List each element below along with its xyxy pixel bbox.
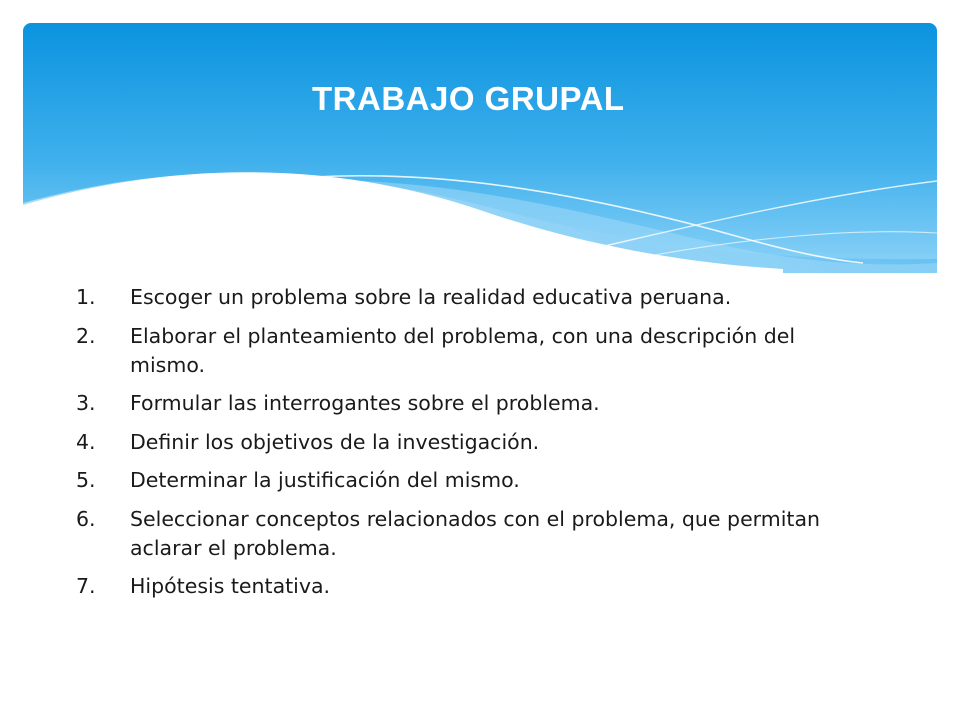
- task-item-1: [76, 283, 866, 312]
- task-number: 6.: [76, 506, 96, 531]
- task-text: Formular las interrogantes sobre el problema.: [130, 391, 600, 415]
- task-text: Escoger un problema sobre la realidad educativa peruana.: [130, 285, 732, 309]
- header-banner: [23, 23, 937, 273]
- task-text: Seleccionar conceptos relacionados con el problema, que permitan aclarar el problema.: [130, 506, 821, 560]
- task-item-3: [76, 389, 866, 418]
- task-number: 5.: [76, 468, 96, 492]
- task-number: 3.: [76, 391, 96, 415]
- task-text: Determinar la justificación del mismo.: [130, 468, 520, 492]
- task-number: 2.: [76, 323, 96, 348]
- task-item-4: [76, 428, 866, 457]
- task-text: Definir los objetivos de la investigación.: [130, 429, 540, 454]
- task-number: 1.: [76, 285, 96, 309]
- slide-title: TRABAJO GRUPAL: [312, 80, 625, 117]
- task-list: [76, 283, 866, 611]
- task-item-6: [76, 505, 866, 563]
- wave-decoration: [23, 23, 937, 273]
- task-item-5: [76, 466, 866, 495]
- task-number: 7.: [76, 574, 96, 598]
- task-text: Hipótesis tentativa.: [130, 574, 331, 598]
- task-item-7: [76, 572, 866, 601]
- task-item-2: [76, 322, 866, 380]
- task-number: 4.: [76, 429, 96, 454]
- task-text: Elaborar el planteamiento del problema, con una descripción del mismo.: [130, 323, 796, 377]
